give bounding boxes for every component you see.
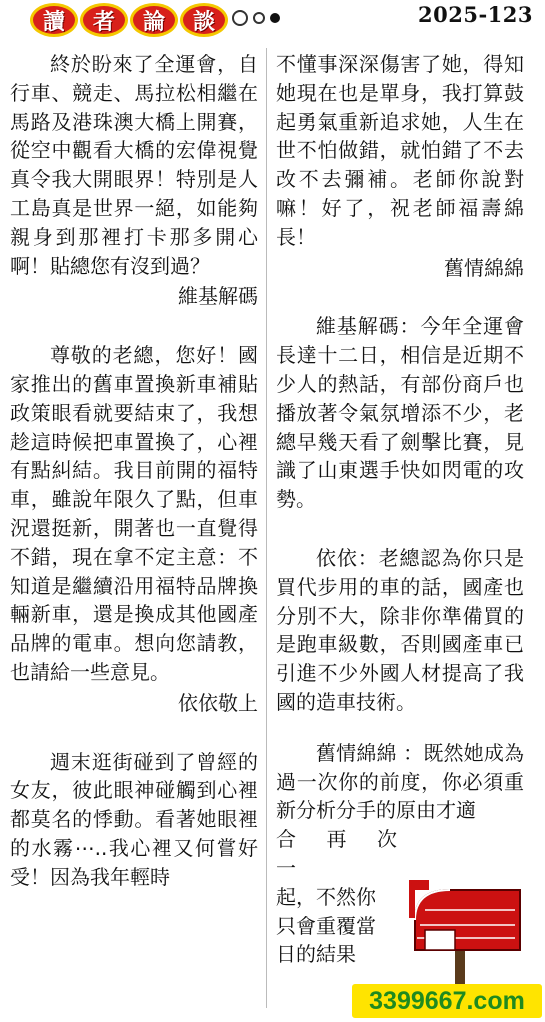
circle-icon	[253, 12, 265, 24]
letter-3-signature: 舊情綿綿	[444, 255, 524, 280]
letter-3-continued	[276, 50, 524, 252]
issue-number: 2025-123	[418, 2, 533, 27]
letter-1-text: 終於盼來了全運會，自行車、競走、馬拉松相繼在馬路及港珠澳大橋上開賽，從空中觀看大橋的宏偉視覺真令我大開眼界！特別是人工島真是世界一絕，如能夠親身到那裡打卡那多開心啊！貼總您有沒到過？	[10, 52, 258, 278]
left-column	[10, 50, 258, 892]
title-char-3: 論	[130, 3, 178, 37]
letter-3-cont-text: 不懂事深深傷害了她，得知她現在也是單身，我打算鼓起勇氣重新追求她，人生在世不怕做錯，就怕錯了不去改不去彌補。老師你說對嘛！好了，祝老師福壽綿長！	[276, 52, 524, 249]
letter-3	[10, 748, 258, 892]
reply-2-text: 依依：老總認為你只是買代步用的車的話，國產也分別不大，除非你準備買的是跑車級數，否則國產車已引進不少外國人材提高了我國的造車技術。	[276, 545, 524, 714]
title-char-4: 談	[180, 3, 228, 37]
page-header	[0, 0, 545, 40]
title-char-1: 讀	[30, 3, 78, 37]
filled-circle-icon	[270, 13, 280, 23]
right-column	[276, 50, 524, 969]
mailbox-icon	[405, 880, 530, 985]
letter-2-text: 尊敬的老總，您好！國家推出的舊車置換新車補貼政策眼看就要結束了，我想趁這時候把車置換了，心裡有點糾結。我目前開的福特車，雖說年限久了點，但車況還挺新，開著也一直覺得不錯，現在拿不定主意：不知道是繼續沿用福特品牌換輛新車，還是換成其他國產品牌的電車。想向您請教，也請給一些意見。	[10, 343, 258, 684]
reply-3-line: 只會重覆當	[276, 913, 376, 938]
letter-2-signature: 依依敬上	[178, 690, 258, 715]
reply-3-line: 起，不然你	[276, 884, 376, 909]
reply-1-text: 維基解碼：今年全運會長達十二日，相信是近期不少人的熱話，有部份商戶也播放著令氣氛增添不少，老總早幾天看了劍擊比賽，見識了山東選手快如閃電的攻勢。	[276, 314, 524, 512]
title-char-2: 者	[80, 3, 128, 37]
website-watermark: 3399667.com	[352, 984, 542, 1018]
circle-icon	[232, 10, 248, 26]
reply-1	[276, 312, 524, 514]
letter-2	[10, 341, 258, 687]
letter-1	[10, 50, 258, 280]
reply-3-line: 合 再 次 一	[276, 827, 401, 880]
column-divider	[266, 48, 267, 1008]
letter-3-text: 週末逛街碰到了曾經的女友，彼此眼神碰觸到心裡都莫名的悸動。看著她眼裡的水霧⋯..我心裡又何嘗好受！因為我年輕時	[10, 749, 258, 889]
decorative-dots	[232, 10, 280, 26]
letter-1-signature: 維基解碼	[178, 284, 258, 309]
reply-2	[276, 544, 524, 717]
reply-3-text: 舊情綿綿 ：既然她成為過一次你的前度，你必須重新分析分手的原由才適	[276, 740, 524, 823]
section-title	[30, 3, 228, 37]
reply-3-line: 日的結果	[276, 942, 356, 967]
